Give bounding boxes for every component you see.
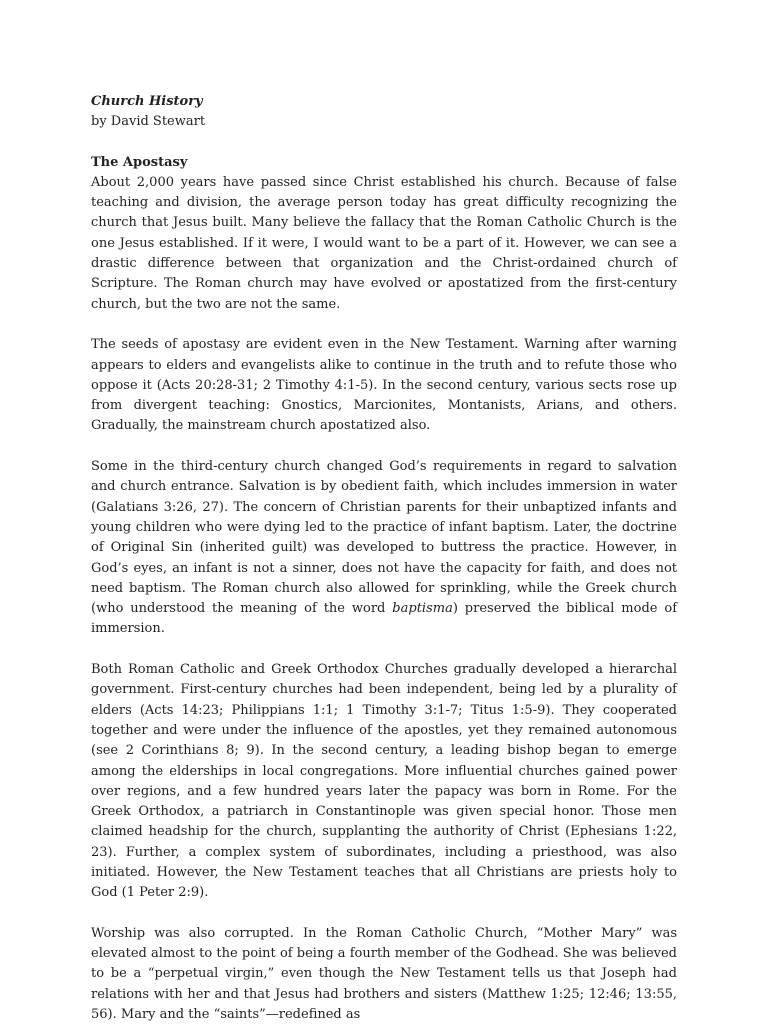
emphasized-word: baptisma <box>392 601 453 617</box>
paragraph-5: Worship was also corrupted. In the Roman Catholic Church, “Mother Mary” was elevated almost to the point of being a fourth member of the Godhead. She was believed to be a “perpetual virgin,” even though the New Testament tells us that Joseph had relations with her and that Jesus had brothers and sisters (Matthew 1:25; 12:46; 13:55, 56). Mary and the “saints”—redefined as <box>91 925 677 1023</box>
paragraph-3-text-before: Some in the third-century church changed God’s requirements in regard to salvation and church entrance. Salvation is by obedient faith, which includes immersion in water (Galatians 3:26, 27). The concern of Christian parents for their unbaptized infants and young children who were dying led to the practice of infant baptism. Later, the doctrine of Original Sin (inherited guilt) was developed to buttress the practice. However, in God’s eyes, an infant is not a sinner, does not have the capacity for faith, and does not need baptism. The Roman church also allowed for sprinkling, while the Greek church (who understood the meaning of the word <box>91 459 677 617</box>
paragraph-3 <box>91 457 677 640</box>
paragraph-1: About 2,000 years have passed since Christ established his church. Because of false teaching and division, the average person today has great difficulty recognizing the church that Jesus built. Many believe the fallacy that the Roman Catholic Church is the one Jesus established. If it were, I would want to be a part of it. However, we can see a drastic difference between that organization and the Christ-ordained church of Scripture. The Roman church may have evolved or apostatized from the first-century church, but the two are not the same. <box>91 174 677 312</box>
document-author: by David Stewart <box>91 114 206 130</box>
document-page <box>91 92 677 1025</box>
paragraph-3-text-after: ) preserved the biblical mode of immersion. <box>91 601 677 637</box>
paragraph-4: Both Roman Catholic and Greek Orthodox Churches gradually developed a hierarchal government. First-century churches had been independent, being led by a plurality of elders (Acts 14:23; Philippians 1:1; 1 Timothy 3:1-7; Titus 1:5-9). They cooperated together and were under the influence of the apostles, yet they remained autonomous (see 2 Corinthians 8; 9). In the second century, a leading bishop began to emerge among the elderships in local congregations. More influential churches gained power over regions, and a few hundred years later the papacy was born in Rome. For the Greek Orthodox, a patriarch in Constantinople was given special honor. Those men claimed headship for the church, supplanting the authority of Christ (Ephesians 1:22, 23). Further, a complex system of subordinates, including a priesthood, was also initiated. However, the New Testament teaches that all Christians are priests holy to God (1 Peter 2:9). <box>91 662 677 901</box>
paragraph-2: The seeds of apostasy are evident even in the New Testament. Warning after warning appears to elders and evangelists alike to continue in the truth and to refute those who oppose it (Acts 20:28-31; 2 Timothy 4:1-5). In the second century, various sects rose up from divergent teaching: Gnostics, Marcionites, Montanists, Arians, and others. Gradually, the mainstream church apostatized also. <box>91 337 677 434</box>
document-title: Church History <box>91 94 203 109</box>
section-heading: The Apostasy <box>91 154 188 170</box>
